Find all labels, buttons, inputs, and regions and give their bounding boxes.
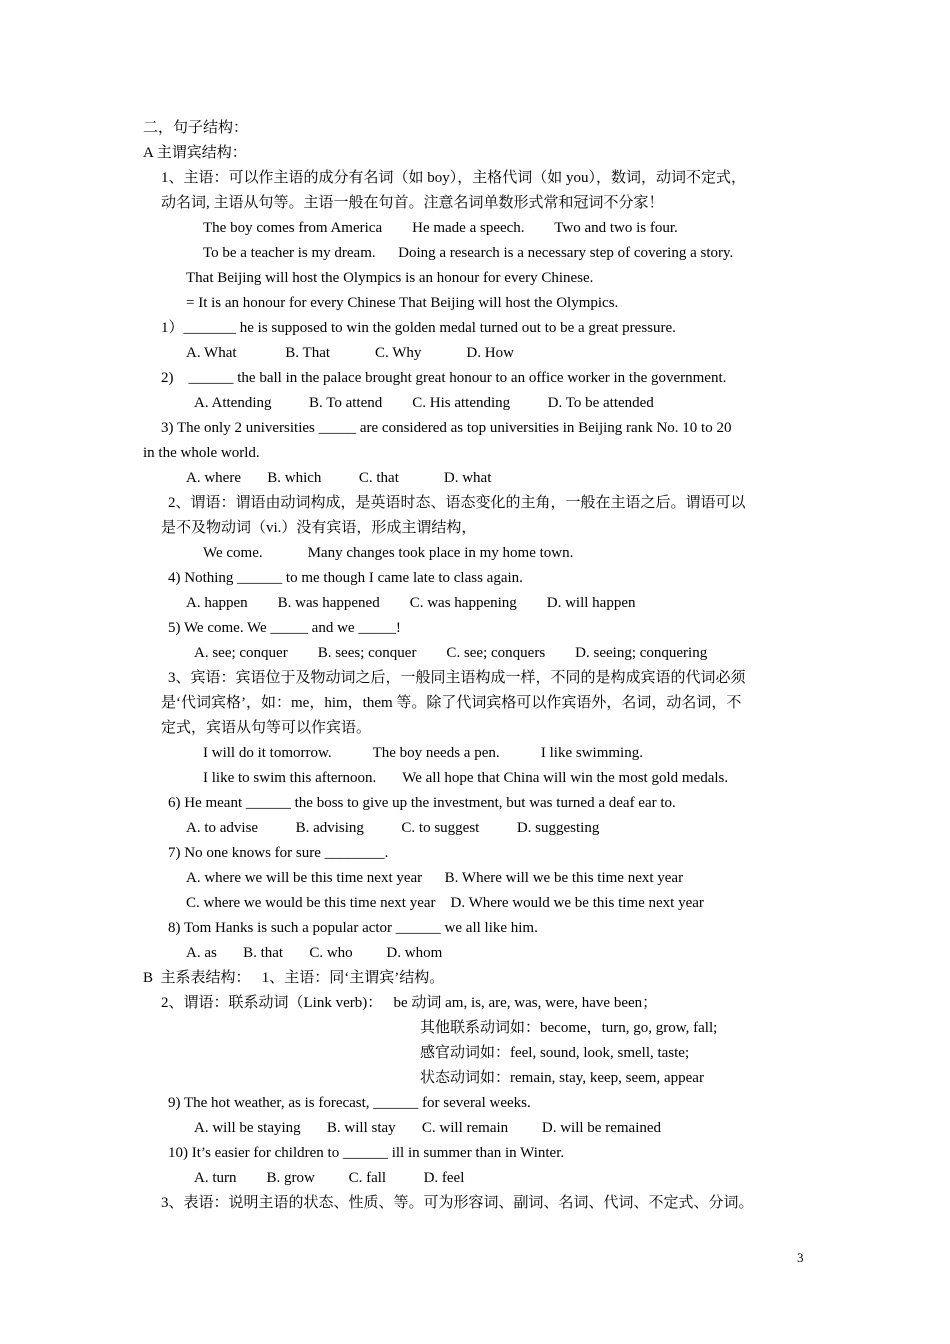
example-line: I will do it tomorrow. The boy needs a pen. I like swimming. [203, 745, 643, 761]
answer-options: C. where we would be this time next year D. Where would we be this time next year [186, 895, 704, 911]
answer-options: A. as B. that C. who D. whom [186, 945, 443, 961]
answer-options: A. where B. which C. that D. what [186, 470, 492, 486]
answer-options: A. What B. That C. Why D. How [186, 345, 514, 361]
example-line: The boy comes from America He made a speech. Two and two is four. [203, 220, 678, 236]
link-verb-line: 2、谓语：联系动词（Link verb)： be 动词 am, is, are, was, were, have been； [161, 995, 658, 1011]
question: 5) We come. We _____ and we _____! [168, 620, 401, 636]
question: 9) The hot weather, as is forecast, ______ for several weeks. [168, 1095, 531, 1111]
object-definition-cont: 定式，宾语从句等可以作宾语。 [161, 720, 372, 736]
question: 10) It’s easier for children to ______ ill in summer than in Winter. [168, 1145, 565, 1161]
question-cont: in the whole world. [143, 445, 260, 461]
answer-options: A. happen B. was happened C. was happening D. will happen [186, 595, 636, 611]
example-line: To be a teacher is my dream. Doing a research is a necessary step of covering a story. [203, 245, 734, 261]
question: 1）_______ he is supposed to win the golden medal turned out to be a great pressure. [161, 320, 676, 336]
question: 2) ______ the ball in the palace brought great honour to an office worker in the government. [161, 370, 727, 386]
question: 3) The only 2 universities _____ are considered as top universities in Beijing rank No. 10 to 20 [161, 420, 732, 436]
subject-definition-cont: 动名词, 主语从句等。主语一般在句首。注意名词单数形式常和冠词不分家！ [161, 195, 664, 211]
subsection-heading-a: A 主谓宾结构： [143, 145, 247, 161]
link-verb-line: 状态动词如：remain, stay, keep, seem, appear [420, 1070, 704, 1086]
subject-definition: 1、主语：可以作主语的成分有名词（如 boy），主格代词（如 you），数词，动词不定式， [161, 170, 747, 186]
example-line: = It is an honour for every Chinese That Beijing will host the Olympics. [186, 295, 619, 311]
answer-options: A. to advise B. advising C. to suggest D. suggesting [186, 820, 600, 836]
object-definition-cont: 是‘代词宾格’，如：me，him，them 等。除了代词宾格可以作宾语外，名词，动名词，不 [161, 695, 742, 711]
answer-options: A. Attending B. To attend C. His attending D. To be attended [194, 395, 654, 411]
page-number: 3 [797, 1250, 804, 1265]
link-verb-line: 其他联系动词如：become，turn, go, grow, fall; [420, 1020, 718, 1036]
question: 7) No one knows for sure ________. [168, 845, 389, 861]
question: 8) Tom Hanks is such a popular actor ______ we all like him. [168, 920, 538, 936]
answer-options: A. where we will be this time next year B. Where will we be this time next year [186, 870, 684, 886]
object-definition: 3、宾语：宾语位于及物动词之后，一般同主语构成一样，不同的是构成宾语的代词必须 [168, 670, 746, 686]
question: 6) He meant ______ the boss to give up the investment, but was turned a deaf ear to. [168, 795, 676, 811]
section-heading: 二，句子结构： [143, 120, 249, 136]
predicative-definition: 3、表语：说明主语的状态、性质、等。可为形容词、副词、名词、代词、不定式、分词。 [161, 1195, 754, 1211]
subsection-heading-b: B 主系表结构： 1、主语：同‘主谓宾’结构。 [143, 970, 445, 986]
example-line: We come. Many changes took place in my home town. [203, 545, 574, 561]
answer-options: A. see; conquer B. sees; conquer C. see; conquers D. seeing; conquering [194, 645, 708, 661]
example-line: That Beijing will host the Olympics is an honour for every Chinese. [186, 270, 594, 286]
answer-options: A. turn B. grow C. fall D. feel [194, 1170, 465, 1186]
predicate-definition-cont: 是不及物动词（vi.）没有宾语，形成主谓结构， [161, 520, 477, 536]
link-verb-line: 感官动词如：feel, sound, look, smell, taste; [420, 1045, 690, 1061]
answer-options: A. will be staying B. will stay C. will remain D. will be remained [194, 1120, 662, 1136]
question: 4) Nothing ______ to me though I came late to class again. [168, 570, 523, 586]
example-line: I like to swim this afternoon. We all hope that China will win the most gold medals. [203, 770, 729, 786]
predicate-definition: 2、谓语：谓语由动词构成，是英语时态、语态变化的主角，一般在主语之后。谓语可以 [168, 495, 746, 511]
